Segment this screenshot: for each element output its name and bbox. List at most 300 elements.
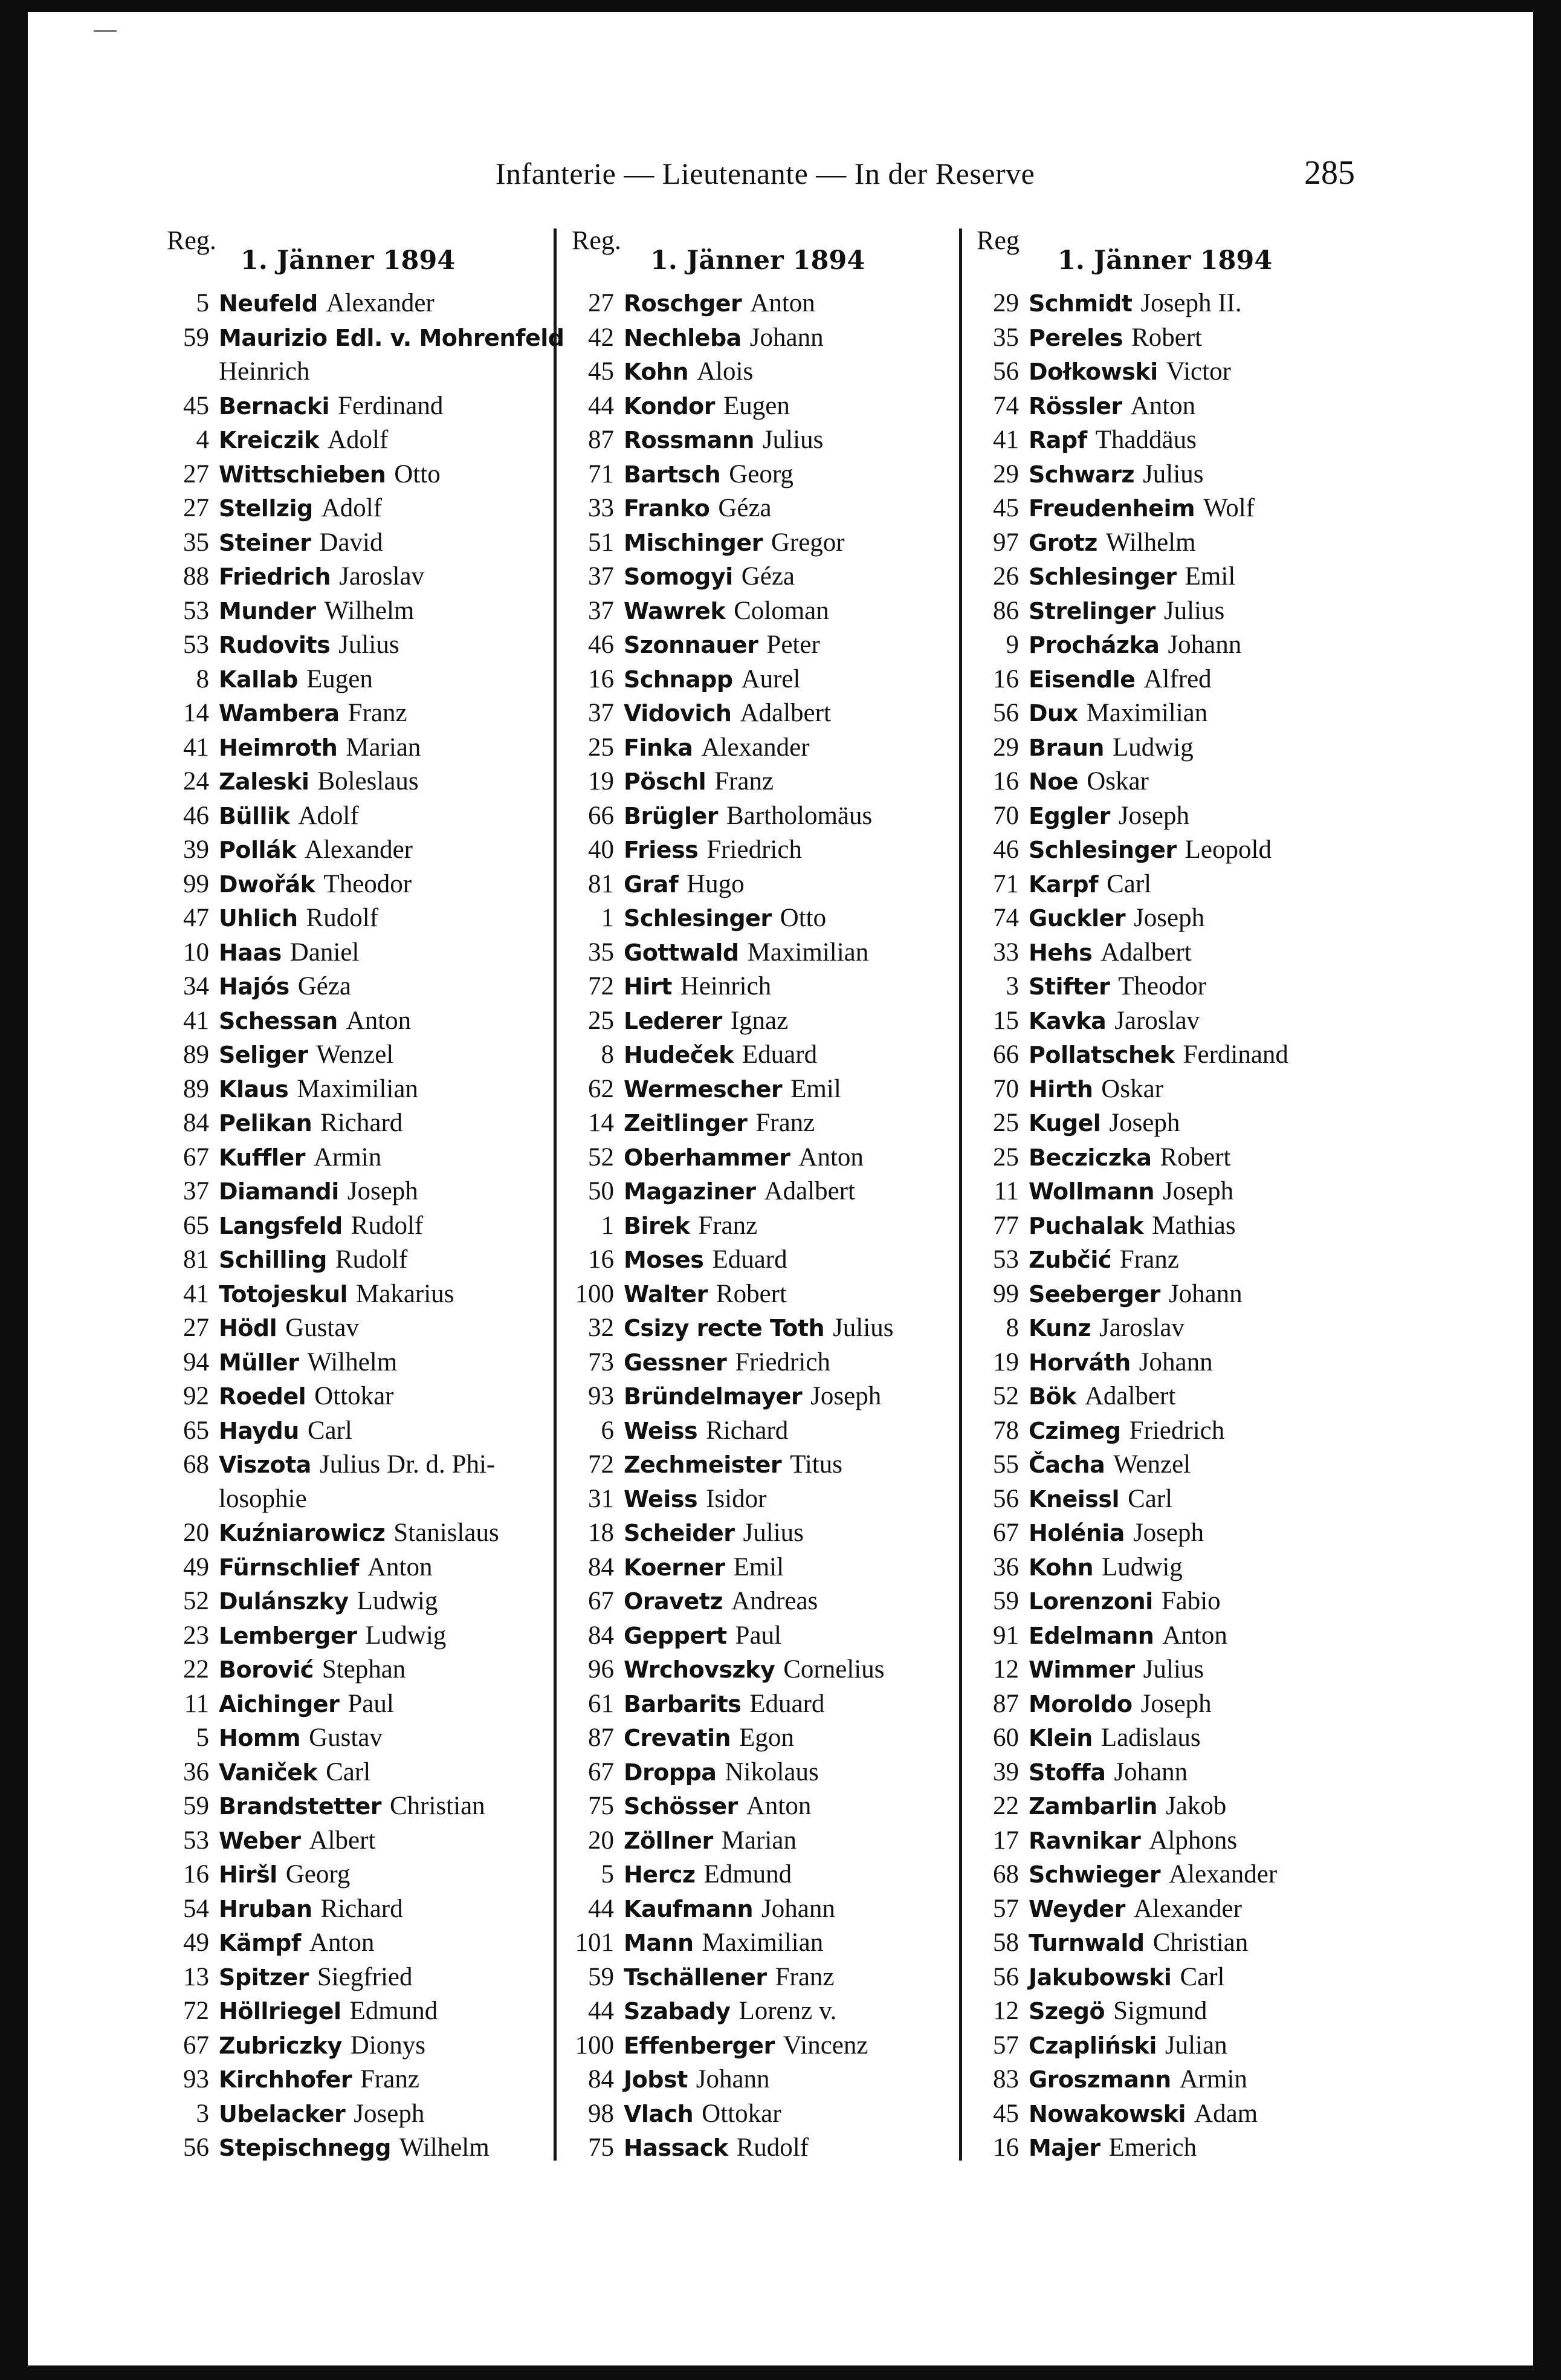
surname: Brügler — [624, 802, 718, 829]
roster-entry — [973, 731, 1372, 765]
regiment-number: 88 — [183, 562, 209, 591]
given-name: Titus — [790, 1450, 842, 1479]
regiment-number: 11 — [994, 1177, 1019, 1205]
surname: Nowakowski — [1029, 2100, 1186, 2127]
given-name: Christian — [1152, 1928, 1249, 1957]
given-name: Johann — [1168, 631, 1242, 659]
surname: Weiss — [624, 1485, 698, 1513]
given-name: Mathias — [1152, 1211, 1236, 1240]
roster-column-3 — [973, 225, 1360, 2173]
surname: Procházka — [1029, 632, 1160, 658]
regiment-number: 36 — [993, 1552, 1019, 1581]
regiment-number: 65 — [183, 1416, 209, 1445]
given-name: Daniel — [289, 938, 360, 967]
roster-entry — [973, 799, 1372, 834]
roster-entry — [973, 1789, 1372, 1824]
surname: Seliger — [219, 1042, 308, 1068]
scan-border-bottom — [0, 2365, 1561, 2380]
surname: Wollmann — [1029, 1178, 1155, 1205]
surname: Bernacki — [219, 392, 329, 420]
surname: Hödl — [219, 1315, 277, 1341]
surname: Bök — [1029, 1383, 1076, 1410]
regiment-number: 89 — [183, 1074, 209, 1103]
surname: Becziczka — [1029, 1144, 1152, 1171]
given-name: Richard — [320, 1894, 403, 1923]
regiment-number: 56 — [993, 1484, 1019, 1513]
surname: Koerner — [624, 1554, 725, 1581]
given-name: Christian — [390, 1792, 485, 1820]
regiment-number: 14 — [588, 1109, 614, 1137]
surname: Weiss — [624, 1417, 698, 1444]
surname: Schwieger — [1029, 1861, 1161, 1888]
given-name: Johann — [749, 323, 824, 352]
roster-entry — [568, 491, 967, 526]
surname: Gessner — [624, 1349, 727, 1376]
given-name: Victor — [1166, 357, 1231, 386]
given-name: Joseph II. — [1140, 289, 1242, 317]
regiment-number: 27 — [183, 1314, 209, 1342]
regiment-number: 29 — [993, 289, 1019, 317]
regiment-number: 87 — [588, 1723, 614, 1752]
regiment-number: 8 — [196, 664, 209, 693]
regiment-number: 70 — [993, 1074, 1019, 1103]
given-name: Joseph — [1133, 1519, 1204, 1547]
roster-entry — [973, 423, 1372, 458]
roster-entry — [973, 594, 1372, 629]
given-name: Jaroslav — [1099, 1314, 1184, 1342]
surname: Kneissl — [1029, 1485, 1120, 1513]
roster-entry — [568, 1038, 967, 1072]
roster-entry — [568, 355, 967, 389]
roster-entry — [163, 1072, 562, 1107]
surname: Spitzer — [219, 1963, 309, 1991]
page-number: 285 — [1304, 154, 1355, 192]
roster-entry — [973, 1721, 1372, 1756]
regiment-number: 71 — [588, 459, 614, 488]
regiment-number: 19 — [993, 1347, 1019, 1376]
regiment-number: 99 — [183, 869, 209, 898]
surname: Maurizio Edl. v. Mohrenfeld — [219, 324, 564, 351]
regiment-number: 83 — [993, 2065, 1019, 2093]
regiment-number: 44 — [588, 1997, 614, 2025]
roster-entry — [568, 560, 967, 594]
regiment-number: 67 — [183, 2031, 209, 2060]
regiment-number: 39 — [993, 1757, 1019, 1786]
roster-entry — [973, 560, 1372, 594]
regiment-number: 46 — [183, 801, 209, 830]
roster-entry — [568, 1789, 967, 1824]
given-name: Andreas — [731, 1587, 818, 1615]
given-name: Sigmund — [1113, 1997, 1207, 2025]
given-name: Stanislaus — [393, 1519, 499, 1547]
roster-entry — [163, 1824, 562, 1858]
surname: Wittschieben — [219, 461, 386, 488]
roster-entry — [568, 1209, 967, 1244]
surname: Kreiczik — [219, 427, 319, 453]
surname: Pollák — [219, 837, 296, 863]
regiment-number: 41 — [183, 733, 209, 762]
regiment-number: 53 — [993, 1245, 1019, 1274]
roster-entry — [568, 1346, 967, 1380]
roster-entry — [163, 2131, 562, 2165]
given-name: Isidor — [706, 1484, 767, 1513]
roster-entry — [973, 936, 1372, 970]
regiment-number: 8 — [601, 1040, 614, 1069]
roster-entry — [973, 833, 1372, 867]
regiment-number: 59 — [183, 1792, 209, 1820]
given-name: Richard — [706, 1416, 789, 1445]
regiment-number: 1 — [601, 904, 614, 932]
roster-entry — [568, 1311, 967, 1346]
surname: Schlesinger — [1029, 563, 1177, 590]
surname: Eggler — [1029, 802, 1110, 829]
regiment-number: 91 — [993, 1621, 1019, 1650]
surname: Eisendle — [1029, 666, 1136, 693]
surname: Zechmeister — [624, 1451, 782, 1478]
regiment-number: 22 — [993, 1792, 1019, 1820]
given-name: Albert — [309, 1826, 376, 1855]
roster-entry — [568, 287, 967, 321]
surname: Guckler — [1029, 905, 1126, 932]
roster-entry — [973, 1311, 1372, 1346]
regiment-number: 92 — [183, 1382, 209, 1410]
surname: Dulánszky — [219, 1588, 349, 1615]
roster-entry — [973, 696, 1372, 731]
roster-list — [163, 287, 562, 2165]
roster-entry — [973, 1448, 1372, 1482]
surname: Rudovits — [219, 632, 331, 658]
regiment-number: 77 — [993, 1211, 1019, 1240]
given-name: Rudolf — [736, 2133, 809, 2162]
regiment-number: 62 — [588, 1074, 614, 1103]
roster-entry — [163, 1346, 562, 1380]
roster-entry — [568, 867, 967, 902]
regiment-number: 87 — [588, 426, 614, 454]
surname: Droppa — [624, 1759, 717, 1786]
surname: Hruban — [219, 1895, 312, 1922]
surname: Scheider — [624, 1520, 735, 1546]
given-name: Joseph — [1134, 904, 1205, 932]
surname: Lederer — [624, 1007, 722, 1034]
given-name: Joseph — [1163, 1177, 1234, 1205]
given-name: Maximilian — [1086, 699, 1208, 727]
surname: Borović — [219, 1656, 314, 1683]
regiment-number: 17 — [993, 1826, 1019, 1855]
regiment-number: 71 — [993, 869, 1019, 898]
roster-entry — [163, 1687, 562, 1722]
surname: Stifter — [1029, 973, 1110, 1000]
given-name: Eugen — [306, 664, 373, 693]
roster-entry — [568, 2097, 967, 2132]
given-name: Ferdinand — [1183, 1040, 1288, 1069]
given-name: Wolf — [1203, 494, 1255, 522]
regiment-number: 8 — [1006, 1314, 1019, 1342]
roster-entry — [163, 389, 562, 424]
regiment-number: 67 — [183, 1143, 209, 1172]
regiment-number: 59 — [183, 323, 209, 352]
surname: Vaniček — [219, 1759, 318, 1786]
regiment-number: 41 — [183, 1279, 209, 1308]
surname: Kirchhofer — [219, 2066, 352, 2093]
surname: Graf — [624, 871, 679, 898]
roster-entry — [163, 765, 562, 799]
roster-entry — [568, 1960, 967, 1995]
roster-entry — [163, 1789, 562, 1824]
roster-entry — [973, 1346, 1372, 1380]
regiment-number: 84 — [588, 2065, 614, 2093]
regiment-number: 20 — [183, 1519, 209, 1547]
roster-entry — [163, 1994, 562, 2029]
regiment-number: 65 — [183, 1211, 209, 1240]
roster-entry — [973, 1926, 1372, 1960]
regiment-number: 12 — [993, 1655, 1019, 1684]
surname: Pöschl — [624, 768, 706, 795]
given-name: Edmund — [349, 1997, 438, 2025]
roster-entry — [973, 765, 1372, 799]
given-name: Joseph — [347, 1177, 418, 1205]
roster-entry — [163, 970, 562, 1004]
regiment-number: 25 — [588, 733, 614, 762]
given-name: Ottokar — [314, 1382, 394, 1410]
roster-entry — [163, 1551, 562, 1585]
given-name: Carl — [326, 1757, 371, 1786]
regiment-number: 78 — [993, 1416, 1019, 1445]
roster-entry — [568, 1858, 967, 1892]
roster-entry — [163, 560, 562, 594]
regiment-number: 84 — [183, 1109, 209, 1137]
given-name: Stephan — [322, 1655, 406, 1684]
surname: Edelmann — [1029, 1622, 1154, 1649]
reg-label: Reg — [977, 225, 1020, 255]
surname: Rossmann — [624, 427, 754, 453]
surname: Uhlich — [219, 905, 298, 932]
regiment-number: 29 — [993, 459, 1019, 488]
given-name: Franz — [775, 1962, 835, 1991]
regiment-number: 24 — [183, 767, 209, 796]
surname: Kavka — [1029, 1007, 1107, 1034]
roster-entry — [973, 2029, 1372, 2063]
given-name: Anton — [1162, 1621, 1227, 1650]
roster-entry — [163, 1380, 562, 1414]
given-name: Jaroslav — [339, 562, 425, 591]
surname: Hudeček — [624, 1042, 734, 1068]
surname: Birek — [624, 1212, 690, 1239]
roster-entry — [163, 1892, 562, 1927]
surname: Franko — [624, 495, 710, 522]
roster-entry — [568, 1380, 967, 1414]
roster-entry — [163, 1448, 562, 1482]
surname: Hassack — [624, 2135, 728, 2161]
surname: Moroldo — [1029, 1690, 1133, 1717]
roster-entry — [568, 1482, 967, 1517]
roster-entry — [568, 1175, 967, 1209]
given-name: Marian — [721, 1826, 797, 1855]
surname: Totojeskul — [219, 1280, 348, 1308]
surname: Csizy recte Toth — [624, 1315, 825, 1341]
surname: Finka — [624, 734, 693, 761]
surname: Friess — [624, 837, 699, 863]
surname: Magaziner — [624, 1178, 756, 1205]
given-name: Johann — [761, 1894, 835, 1923]
surname: Munder — [219, 597, 316, 624]
regiment-number: 16 — [993, 767, 1019, 796]
regiment-number: 45 — [588, 357, 614, 386]
roster-entry — [973, 1551, 1372, 1585]
regiment-number: 25 — [993, 1109, 1019, 1137]
regiment-number: 33 — [993, 938, 1019, 967]
regiment-number: 53 — [183, 631, 209, 659]
given-name: Vincenz — [783, 2031, 868, 2060]
given-name: Friedrich — [735, 1347, 830, 1376]
surname: Zaleski — [219, 768, 309, 795]
roster-entry — [163, 1584, 562, 1619]
roster-entry — [163, 1516, 562, 1551]
regiment-number — [163, 355, 219, 389]
roster-entry — [163, 799, 562, 834]
given-name: Aurel — [741, 664, 801, 693]
regiment-number: 1 — [601, 1211, 614, 1240]
regiment-number: 3 — [196, 2099, 209, 2128]
regiment-number: 73 — [588, 1347, 614, 1376]
given-name: Adam — [1194, 2099, 1258, 2128]
given-name: Oskar — [1101, 1074, 1163, 1103]
regiment-number: 20 — [588, 1826, 614, 1855]
surname: Dux — [1029, 700, 1078, 727]
given-name: Nikolaus — [725, 1757, 819, 1786]
roster-entry — [163, 833, 562, 867]
surname: Barbarits — [624, 1690, 742, 1717]
surname: Homm — [219, 1725, 301, 1751]
surname: Groszmann — [1029, 2066, 1171, 2093]
regiment-number: 45 — [993, 2099, 1019, 2128]
regiment-number: 37 — [588, 699, 614, 727]
surname: Viszota — [219, 1451, 311, 1478]
roster-entry — [973, 1141, 1372, 1175]
roster-entry — [973, 1994, 1372, 2029]
given-name: Julius — [1143, 459, 1204, 488]
surname: Holénia — [1029, 1520, 1125, 1546]
given-name: Armin — [1179, 2065, 1247, 2093]
given-name: Johann — [1139, 1347, 1213, 1376]
surname: Stoffa — [1029, 1759, 1106, 1786]
surname: Hajós — [219, 973, 289, 1000]
regiment-number: 19 — [588, 767, 614, 796]
surname: Dwořák — [219, 871, 315, 898]
given-name: Emil — [1184, 562, 1236, 591]
roster-entry — [163, 901, 562, 936]
roster-entry — [163, 1482, 562, 1517]
roster-entry — [163, 1756, 562, 1790]
surname: Oberhammer — [624, 1144, 790, 1171]
given-name: Julius — [743, 1519, 804, 1547]
roster-entry — [973, 1482, 1372, 1517]
given-name: Wilhelm — [399, 2133, 490, 2162]
surname: Zambarlin — [1029, 1793, 1157, 1820]
given-name: Carl — [1128, 1484, 1173, 1513]
regiment-number: 52 — [183, 1587, 209, 1615]
page-header — [0, 156, 1561, 204]
given-name: Carl — [1180, 1962, 1225, 1991]
surname: Heimroth — [219, 734, 338, 761]
surname: Müller — [219, 1349, 299, 1376]
roster-entry — [973, 321, 1372, 355]
surname: Dołkowski — [1029, 358, 1158, 385]
given-name: Adolf — [321, 494, 383, 522]
roster-column-1 — [163, 225, 564, 2173]
regiment-number: 66 — [993, 1040, 1019, 1069]
roster-entry — [973, 355, 1372, 389]
surname: Stellzig — [219, 495, 313, 522]
regiment-number: 50 — [588, 1177, 614, 1205]
roster-entry — [973, 2063, 1372, 2097]
regiment-number: 37 — [588, 596, 614, 625]
surname: Kallab — [219, 666, 298, 693]
roster-entry — [568, 1584, 967, 1619]
surname: Kondor — [624, 392, 715, 420]
roster-entry — [163, 696, 562, 731]
given-name: Géza — [718, 494, 772, 522]
roster-entry — [163, 628, 562, 663]
roster-entry — [163, 491, 562, 526]
given-name: Franz — [347, 699, 407, 727]
given-name: Paul — [735, 1621, 781, 1650]
regiment-number: 56 — [993, 699, 1019, 727]
roster-entry — [568, 1994, 967, 2029]
given-name: Bartholomäus — [726, 801, 873, 830]
given-name: Ottokar — [702, 2099, 781, 2128]
given-name: Jaroslav — [1114, 1006, 1200, 1035]
regiment-number: 68 — [993, 1860, 1019, 1889]
surname: Kämpf — [219, 1930, 301, 1956]
surname: Schilling — [219, 1247, 327, 1273]
roster-entry — [568, 1414, 967, 1448]
roster-entry — [973, 458, 1372, 492]
regiment-number: 35 — [183, 528, 209, 557]
surname: Langsfeld — [219, 1212, 343, 1239]
given-name: Armin — [313, 1143, 382, 1172]
regiment-number: 54 — [183, 1894, 209, 1923]
surname: Rössler — [1029, 392, 1122, 420]
surname: Rapf — [1029, 427, 1087, 453]
surname: Grotz — [1029, 529, 1097, 556]
roster-entry — [973, 867, 1372, 902]
surname: Kugel — [1029, 1110, 1101, 1136]
regiment-number: 96 — [588, 1655, 614, 1684]
given-name: Wilhelm — [307, 1347, 398, 1376]
regiment-number: 45 — [993, 494, 1019, 522]
roster-entry — [973, 1653, 1372, 1687]
regiment-number: 72 — [588, 972, 614, 1000]
given-name: Cornelius — [783, 1655, 885, 1684]
surname: Hehs — [1029, 939, 1093, 966]
roster-entry — [568, 1004, 967, 1039]
regiment-number: 49 — [183, 1552, 209, 1581]
given-name: Robert — [1131, 323, 1203, 352]
given-name: Franz — [698, 1211, 758, 1240]
reg-label: Reg. — [167, 225, 216, 255]
surname: Lorenzoni — [1029, 1588, 1153, 1615]
surname: Lemberger — [219, 1622, 357, 1649]
roster-entry — [568, 1892, 967, 1927]
roster-entry — [163, 2029, 562, 2063]
surname: Schmidt — [1029, 290, 1133, 317]
surname: Ravnikar — [1029, 1827, 1141, 1854]
given-name: Emil — [733, 1552, 784, 1581]
regiment-number: 41 — [993, 426, 1019, 454]
regiment-number: 16 — [183, 1860, 209, 1889]
surname: Zeitlinger — [624, 1110, 748, 1136]
regiment-number: 52 — [993, 1382, 1019, 1410]
